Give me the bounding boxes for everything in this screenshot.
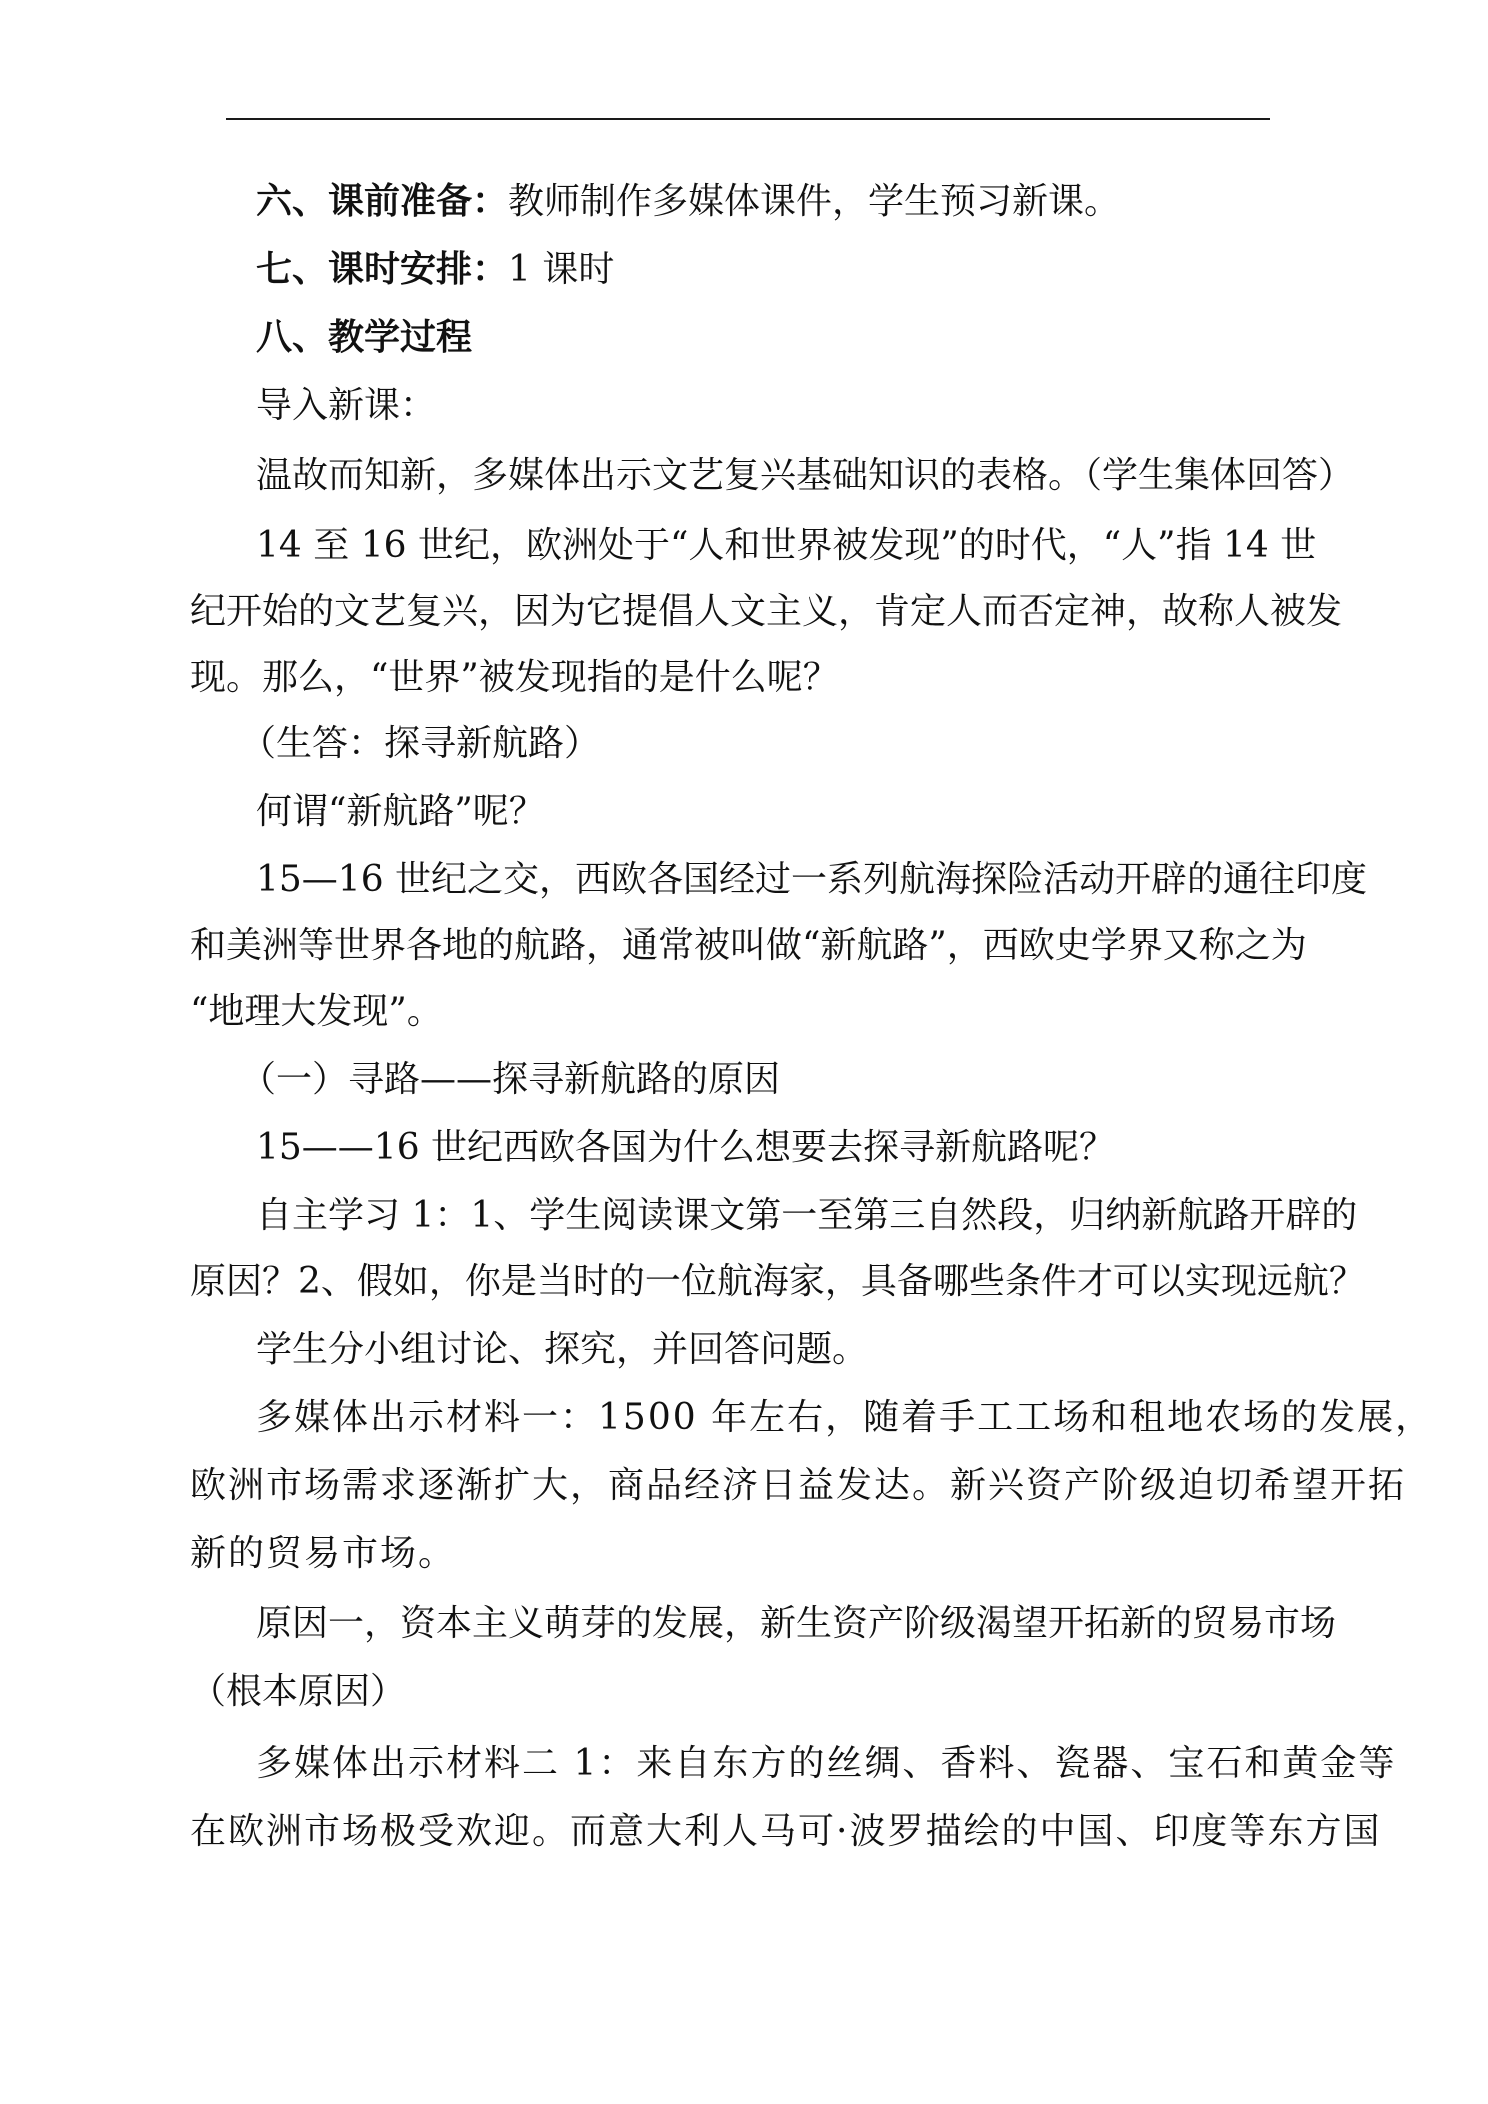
- paragraph-line: 和美洲等世界各地的航路，通常被叫做“新航路”，西欧史学界又称之为: [190, 925, 1307, 966]
- section-6-heading: 六、课前准备：: [256, 181, 509, 222]
- material-one-label: 多媒体出示材料一：: [256, 1397, 599, 1438]
- section-7-heading: 七、课时安排：: [256, 249, 509, 290]
- intro-label: 导入新课：: [256, 385, 437, 426]
- paragraph-line: 多媒体出示材料二 1：来自东方的丝绸、香料、瓷器、宝石和黄金等: [256, 1743, 1397, 1784]
- section-6: [256, 180, 1120, 224]
- section-8-heading: 八、教学过程: [256, 317, 473, 358]
- paragraph-line: 原因一，资本主义萌芽的发展，新生资产阶级渴望开拓新的贸易市场: [256, 1603, 1337, 1644]
- section-7-text: 1 课时: [508, 249, 615, 290]
- paragraph-line: 何谓“新航路”呢？: [256, 791, 545, 832]
- paragraph-line: 现。那么，“世界”被发现指的是什么呢？: [190, 657, 839, 698]
- paragraph-line: 新的贸易市场。: [190, 1533, 457, 1574]
- paragraph-line: 温故而知新，多媒体出示文艺复兴基础知识的表格。（学生集体回答）: [256, 455, 1355, 496]
- paragraph-line: 15—16 世纪之交，西欧各国经过一系列航海探险活动开辟的通往印度: [256, 859, 1368, 900]
- paragraph-line: 自主学习 1：1、学生阅读课文第一至第三自然段，归纳新航路开辟的: [256, 1195, 1358, 1236]
- paragraph-line: “地理大发现”。: [190, 991, 443, 1032]
- material-one-text: 1500 年左右，随着手工工场和租地农场的发展，: [598, 1397, 1434, 1438]
- material-one-line: [256, 1396, 1433, 1440]
- paragraph-line: （根本原因）: [190, 1671, 407, 1712]
- paragraph-line: 15——16 世纪西欧各国为什么想要去探寻新航路呢？: [256, 1127, 1116, 1168]
- subsection-heading: （一）寻路——探寻新航路的原因: [240, 1059, 781, 1100]
- paragraph-line: （生答：探寻新航路）: [240, 723, 601, 764]
- header-rule: [226, 118, 1270, 120]
- section-6-text: 教师制作多媒体课件，学生预习新课。: [508, 181, 1121, 222]
- paragraph-line: 欧洲市场需求逐渐扩大，商品经济日益发达。新兴资产阶级迫切希望开拓: [190, 1465, 1407, 1506]
- paragraph-line: 纪开始的文艺复兴，因为它提倡人文主义，肯定人而否定神，故称人被发: [190, 591, 1343, 632]
- paragraph-line: 学生分小组讨论、探究，并回答问题。: [256, 1329, 869, 1370]
- section-7: [256, 248, 614, 292]
- paragraph-line: 在欧洲市场极受欢迎。而意大利人马可·波罗描绘的中国、印度等东方国: [190, 1811, 1382, 1852]
- paragraph-line: 原因？2、假如，你是当时的一位航海家，具备哪些条件才可以实现远航？: [190, 1261, 1365, 1302]
- paragraph-line: 14 至 16 世纪，欧洲处于“人和世界被发现”的时代，“人”指 14 世: [256, 525, 1317, 566]
